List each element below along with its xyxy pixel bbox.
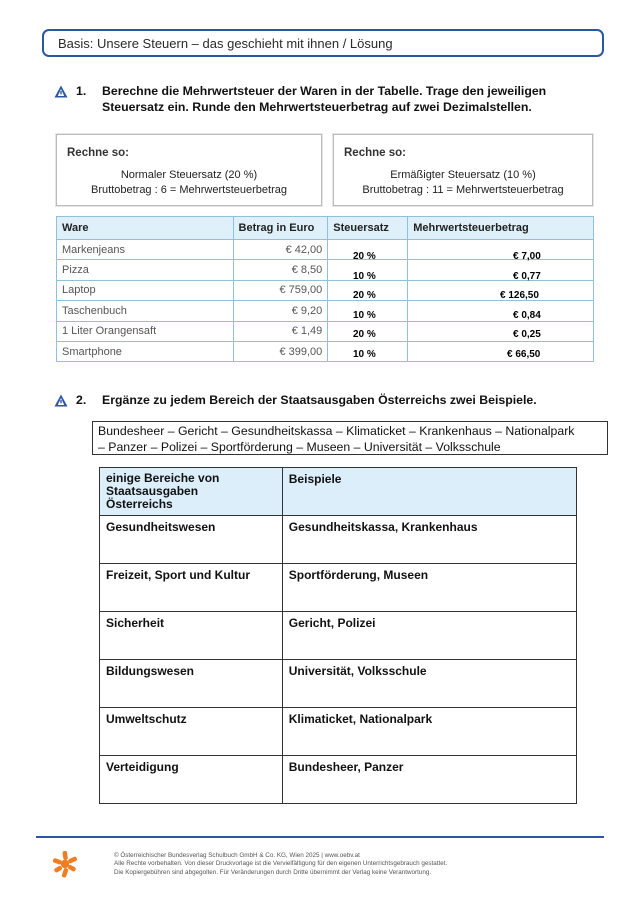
table-header-row bbox=[100, 468, 577, 516]
rule-box-heading: Rechne so: bbox=[67, 147, 129, 159]
footer-line1: © Österreichischer Bundesverlag Schulbuch GmbH & Co. KG, Wien 2025 | www.oebv.at bbox=[114, 852, 360, 859]
cell-betrag: € 759,00 bbox=[233, 280, 328, 300]
table-row bbox=[100, 660, 577, 708]
oebv-logo-icon bbox=[52, 850, 78, 878]
answer-satz: 20 % bbox=[353, 329, 376, 340]
answer-mwst: € 0,77 bbox=[513, 271, 541, 282]
answer-mwst: € 0,84 bbox=[513, 310, 541, 321]
cell-mwst bbox=[408, 301, 594, 321]
cell-beispiele: Universität, Volksschule bbox=[282, 660, 576, 708]
word-box-line1: Bundesheer – Gericht – Gesundheitskassa – Klimaticket – Krankenhaus – Nationalpark bbox=[98, 424, 575, 438]
rule-box-line1: Ermäßigter Steuersatz (10 %) bbox=[390, 169, 536, 181]
answer-satz: 10 % bbox=[353, 271, 376, 282]
table-header-row bbox=[57, 217, 594, 240]
cell-bereich: Freizeit, Sport und Kultur bbox=[100, 564, 283, 612]
task1-text-line1: Berechne die Mehrwertsteuer der Waren in der Tabelle. Trage den jeweiligen bbox=[102, 84, 547, 98]
cell-betrag: € 8,50 bbox=[233, 260, 328, 280]
column-header bbox=[100, 468, 283, 516]
cell-bereich: Gesundheitswesen bbox=[100, 516, 283, 564]
cell-ware: Pizza bbox=[57, 260, 234, 280]
rule-box-line2: Bruttobetrag : 6 = Mehrwertsteuerbetrag bbox=[91, 184, 287, 196]
table-row bbox=[100, 708, 577, 756]
cell-betrag: € 399,00 bbox=[233, 341, 328, 361]
word-box bbox=[92, 421, 608, 455]
table-row bbox=[100, 756, 577, 804]
answer-mwst: € 126,50 bbox=[500, 290, 539, 301]
cell-beispiele: Gericht, Polizei bbox=[282, 612, 576, 660]
rule-box-normal bbox=[56, 134, 322, 206]
rule-box-line2: Bruttobetrag : 11 = Mehrwertsteuerbetrag bbox=[362, 184, 564, 196]
cell-mwst bbox=[408, 341, 594, 361]
header-box bbox=[42, 29, 604, 57]
table-row bbox=[100, 564, 577, 612]
cell-bereich: Sicherheit bbox=[100, 612, 283, 660]
cell-betrag: € 9,20 bbox=[233, 301, 328, 321]
cell-beispiele: Gesundheitskassa, Krankenhaus bbox=[282, 516, 576, 564]
cell-mwst bbox=[408, 240, 594, 260]
cell-ware: Smartphone bbox=[57, 341, 234, 361]
task2-text: Ergänze zu jedem Bereich der Staatsausgaben Österreichs zwei Beispiele. bbox=[102, 393, 537, 407]
cell-betrag: € 1,49 bbox=[233, 321, 328, 341]
answer-mwst: € 7,00 bbox=[513, 251, 541, 262]
rule-box-line1: Normaler Steuersatz (20 %) bbox=[120, 169, 258, 181]
rule-box-reduced bbox=[333, 134, 593, 206]
column-header: Beispiele bbox=[282, 468, 576, 516]
answer-mwst: € 66,50 bbox=[507, 349, 541, 360]
page-title: Basis: Unsere Steuern – das geschieht mit ihnen / Lösung bbox=[58, 36, 393, 51]
table-row bbox=[100, 516, 577, 564]
task1-number: 1. bbox=[76, 84, 87, 98]
answer-mwst: € 0,25 bbox=[513, 329, 541, 340]
column-header: Steuersatz bbox=[328, 217, 408, 240]
column-header: Betrag in Euro bbox=[233, 217, 328, 240]
column-header-text: einige Bereiche von Staatsausgaben Österreichs bbox=[106, 471, 220, 511]
answer-satz: 20 % bbox=[353, 251, 376, 262]
table-row bbox=[100, 612, 577, 660]
answer-satz: 20 % bbox=[353, 290, 376, 301]
task1-text-line2: Steuersatz ein. Runde den Mehrwertsteuerbetrag auf zwei Dezimalstellen. bbox=[102, 100, 532, 114]
cell-ware: Markenjeans bbox=[57, 240, 234, 260]
warning-triangle-icon bbox=[54, 85, 68, 98]
spending-table bbox=[99, 467, 577, 804]
cell-bereich: Verteidigung bbox=[100, 756, 283, 804]
footer-text bbox=[114, 852, 447, 877]
footer-line3: Die Kopiergebühren sind abgegolten. Für Veränderungen durch Dritte übernimmt der Verlag keine Verantwortung. bbox=[114, 868, 432, 876]
cell-beispiele: Bundesheer, Panzer bbox=[282, 756, 576, 804]
rule-box-heading: Rechne so: bbox=[344, 147, 406, 159]
answer-satz: 10 % bbox=[353, 310, 376, 321]
cell-mwst bbox=[408, 260, 594, 280]
cell-bereich: Bildungswesen bbox=[100, 660, 283, 708]
footer-line2: Alle Rechte vorbehalten. Von dieser Druckvorlage ist die Vervielfältigung für den eigenen Unterrichtsgebrauch gestattet. bbox=[114, 860, 448, 868]
footer-divider bbox=[36, 836, 604, 838]
warning-triangle-icon bbox=[54, 394, 68, 407]
column-header: Mehrwertsteuerbetrag bbox=[408, 217, 594, 240]
cell-betrag: € 42,00 bbox=[233, 240, 328, 260]
cell-bereich: Umweltschutz bbox=[100, 708, 283, 756]
cell-ware: 1 Liter Orangensaft bbox=[57, 321, 234, 341]
column-header: Ware bbox=[57, 217, 234, 240]
cell-beispiele: Sportförderung, Museen bbox=[282, 564, 576, 612]
task2-number: 2. bbox=[76, 393, 87, 407]
word-box-line2: – Panzer – Polizei – Sportförderung – Museen – Universität – Volksschule bbox=[98, 440, 501, 454]
cell-mwst bbox=[408, 321, 594, 341]
cell-beispiele: Klimaticket, Nationalpark bbox=[282, 708, 576, 756]
cell-ware: Taschenbuch bbox=[57, 301, 234, 321]
cell-ware: Laptop bbox=[57, 280, 234, 300]
answer-satz: 10 % bbox=[353, 349, 376, 360]
